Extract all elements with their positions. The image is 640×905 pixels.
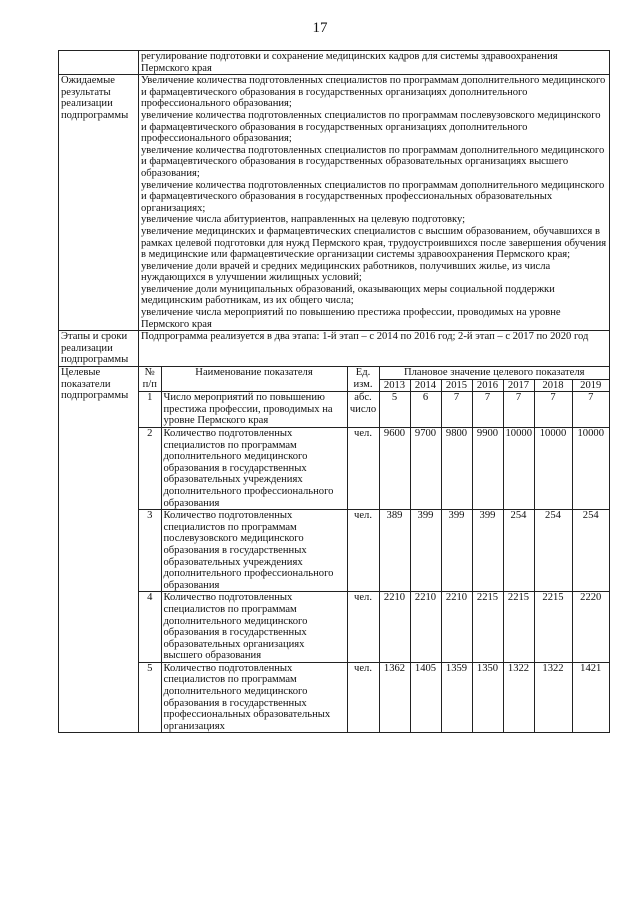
year-header: 2017 xyxy=(503,379,534,392)
table-row xyxy=(139,428,609,510)
row-value: 399 xyxy=(441,510,472,592)
row-value: 399 xyxy=(410,510,441,592)
row-value: 1421 xyxy=(572,662,609,732)
row-unit: чел. xyxy=(347,428,379,510)
row-name: Количество подготовленных специалистов по программам дополнительного медицинского образования в государственных образовательных учреждениях дополнительного профессионального образования xyxy=(161,428,347,510)
expected-result-item: увеличение медицинских и фармацевтических специалистов с высшим образованием, обучавшихся в рамках целевой подготовки для нужд Пермского края, трудоустроившихся после завершения обучения в медицинские или фармацевтические организации системы здравоохранения Пермского края; xyxy=(141,225,607,261)
row-value: 1322 xyxy=(534,662,572,732)
expected-result-item: увеличение количества подготовленных специалистов по программам послевузовского медицинского и фармацевтического образования в государственных организациях дополнительного профессионального образования; xyxy=(141,109,601,145)
col-header-no: № п/п xyxy=(139,367,161,392)
expected-results-label: Ожидаемые результаты реализации подпрограммы xyxy=(59,75,139,331)
year-header: 2015 xyxy=(441,379,472,392)
row-value: 254 xyxy=(572,510,609,592)
table-row xyxy=(139,510,609,592)
table-row xyxy=(139,592,609,663)
row-value: 6 xyxy=(410,392,441,428)
col-header-unit: Ед. изм. xyxy=(347,367,379,392)
col-header-planned: Плановое значение целевого показателя xyxy=(379,367,609,379)
expected-result-item: увеличение количества подготовленных специалистов по программам дополнительного медицинского и фармацевтического образования в государственных образовательных организациях высшего образования; xyxy=(141,144,605,179)
year-header: 2019 xyxy=(572,379,609,392)
row-value: 2215 xyxy=(534,592,572,663)
year-header: 2016 xyxy=(472,379,503,392)
expected-result-item: увеличение числа мероприятий по повышению престижа профессии, проводимых на уровне Пермского края xyxy=(141,307,561,330)
row-value: 1405 xyxy=(410,662,441,732)
row-unit: чел. xyxy=(347,592,379,663)
row-value: 254 xyxy=(534,510,572,592)
targets-table xyxy=(139,367,609,732)
row-no: 4 xyxy=(139,592,161,663)
expected-result-item: Увеличение количества подготовленных специалистов по программам дополнительного медицинского и фармацевтического образования в государственных организациях дополнительного профессионального образования; xyxy=(141,75,606,110)
expected-result-item: увеличение доли муниципальных образований, оказывающих меры социальной поддержки медицинским работникам, из их общего числа; xyxy=(141,283,555,307)
row-no: 2 xyxy=(139,428,161,510)
table-row xyxy=(139,662,609,732)
expected-results-list xyxy=(139,75,610,331)
row-name: Количество подготовленных специалистов по программам дополнительного медицинского образования в государственных профессиональных образовательных организациях xyxy=(161,662,347,732)
row-no: 3 xyxy=(139,510,161,592)
col-header-name: Наименование показателя xyxy=(161,367,347,392)
row-value: 10000 xyxy=(503,428,534,510)
expected-result-item: увеличение числа абитуриентов, направленных на целевую подготовку; xyxy=(141,214,466,226)
continuation-text: регулирование подготовки и сохранение медицинских кадров для системы здравоохранения Пермского края xyxy=(139,51,610,75)
stages-label: Этапы и сроки реализации подпрограммы xyxy=(59,331,139,367)
row-value: 1359 xyxy=(441,662,472,732)
row-value: 9700 xyxy=(410,428,441,510)
row-value: 10000 xyxy=(572,428,609,510)
expected-result-item: увеличение доли врачей и средних медицинских работников, получивших жилье, из числа нуждающихся в улучшении жилищных условий; xyxy=(141,260,551,284)
targets-row xyxy=(59,367,610,733)
row-value: 10000 xyxy=(534,428,572,510)
row-name: Количество подготовленных специалистов по программам дополнительного медицинского образования в государственных образовательных организациях высшего образования xyxy=(161,592,347,663)
row-value: 9800 xyxy=(441,428,472,510)
year-header: 2018 xyxy=(534,379,572,392)
passport-table xyxy=(58,50,610,733)
row-value: 7 xyxy=(441,392,472,428)
row-value: 2210 xyxy=(410,592,441,663)
table-row xyxy=(139,392,609,428)
targets-header-row xyxy=(139,367,609,379)
targets-table-cell xyxy=(139,367,610,733)
row-value: 1350 xyxy=(472,662,503,732)
row-value: 7 xyxy=(534,392,572,428)
row-name: Количество подготовленных специалистов по программам послевузовского медицинского образования в государственных образовательных учреждениях дополнительного профессионального образования xyxy=(161,510,347,592)
stages-text: Подпрограмма реализуется в два этапа: 1-й этап – с 2014 по 2016 год; 2-й этап – с 2017 по 2020 год xyxy=(139,331,610,367)
row-value: 2215 xyxy=(503,592,534,663)
row-value: 1362 xyxy=(379,662,410,732)
row-unit: чел. xyxy=(347,662,379,732)
targets-label: Целевые показатели подпрограммы xyxy=(59,367,139,733)
row-value: 2215 xyxy=(472,592,503,663)
row-value: 2220 xyxy=(572,592,609,663)
stages-row xyxy=(59,331,610,367)
row-value: 2210 xyxy=(379,592,410,663)
continuation-label-cell xyxy=(59,51,139,75)
expected-result-item: увеличение количества подготовленных специалистов по программам дополнительного медицинского и фармацевтического образования в государственных профессиональных образовательных организациях; xyxy=(141,179,605,214)
row-value: 254 xyxy=(503,510,534,592)
row-value: 9600 xyxy=(379,428,410,510)
row-value: 2210 xyxy=(441,592,472,663)
row-no: 1 xyxy=(139,392,161,428)
page-number: 17 xyxy=(312,20,328,36)
row-value: 9900 xyxy=(472,428,503,510)
expected-results-row xyxy=(59,75,610,331)
row-no: 5 xyxy=(139,662,161,732)
row-value: 1322 xyxy=(503,662,534,732)
row-value: 7 xyxy=(503,392,534,428)
row-value: 5 xyxy=(379,392,410,428)
row-value: 399 xyxy=(472,510,503,592)
row-value: 389 xyxy=(379,510,410,592)
row-value: 7 xyxy=(472,392,503,428)
row-name: Число мероприятий по повышению престижа профессии, проводимых на уровне Пермского края xyxy=(161,392,347,428)
continuation-row xyxy=(59,51,610,75)
year-header: 2013 xyxy=(379,379,410,392)
year-header: 2014 xyxy=(410,379,441,392)
row-unit: чел. xyxy=(347,510,379,592)
row-unit: абс. число xyxy=(347,392,379,428)
row-value: 7 xyxy=(572,392,609,428)
